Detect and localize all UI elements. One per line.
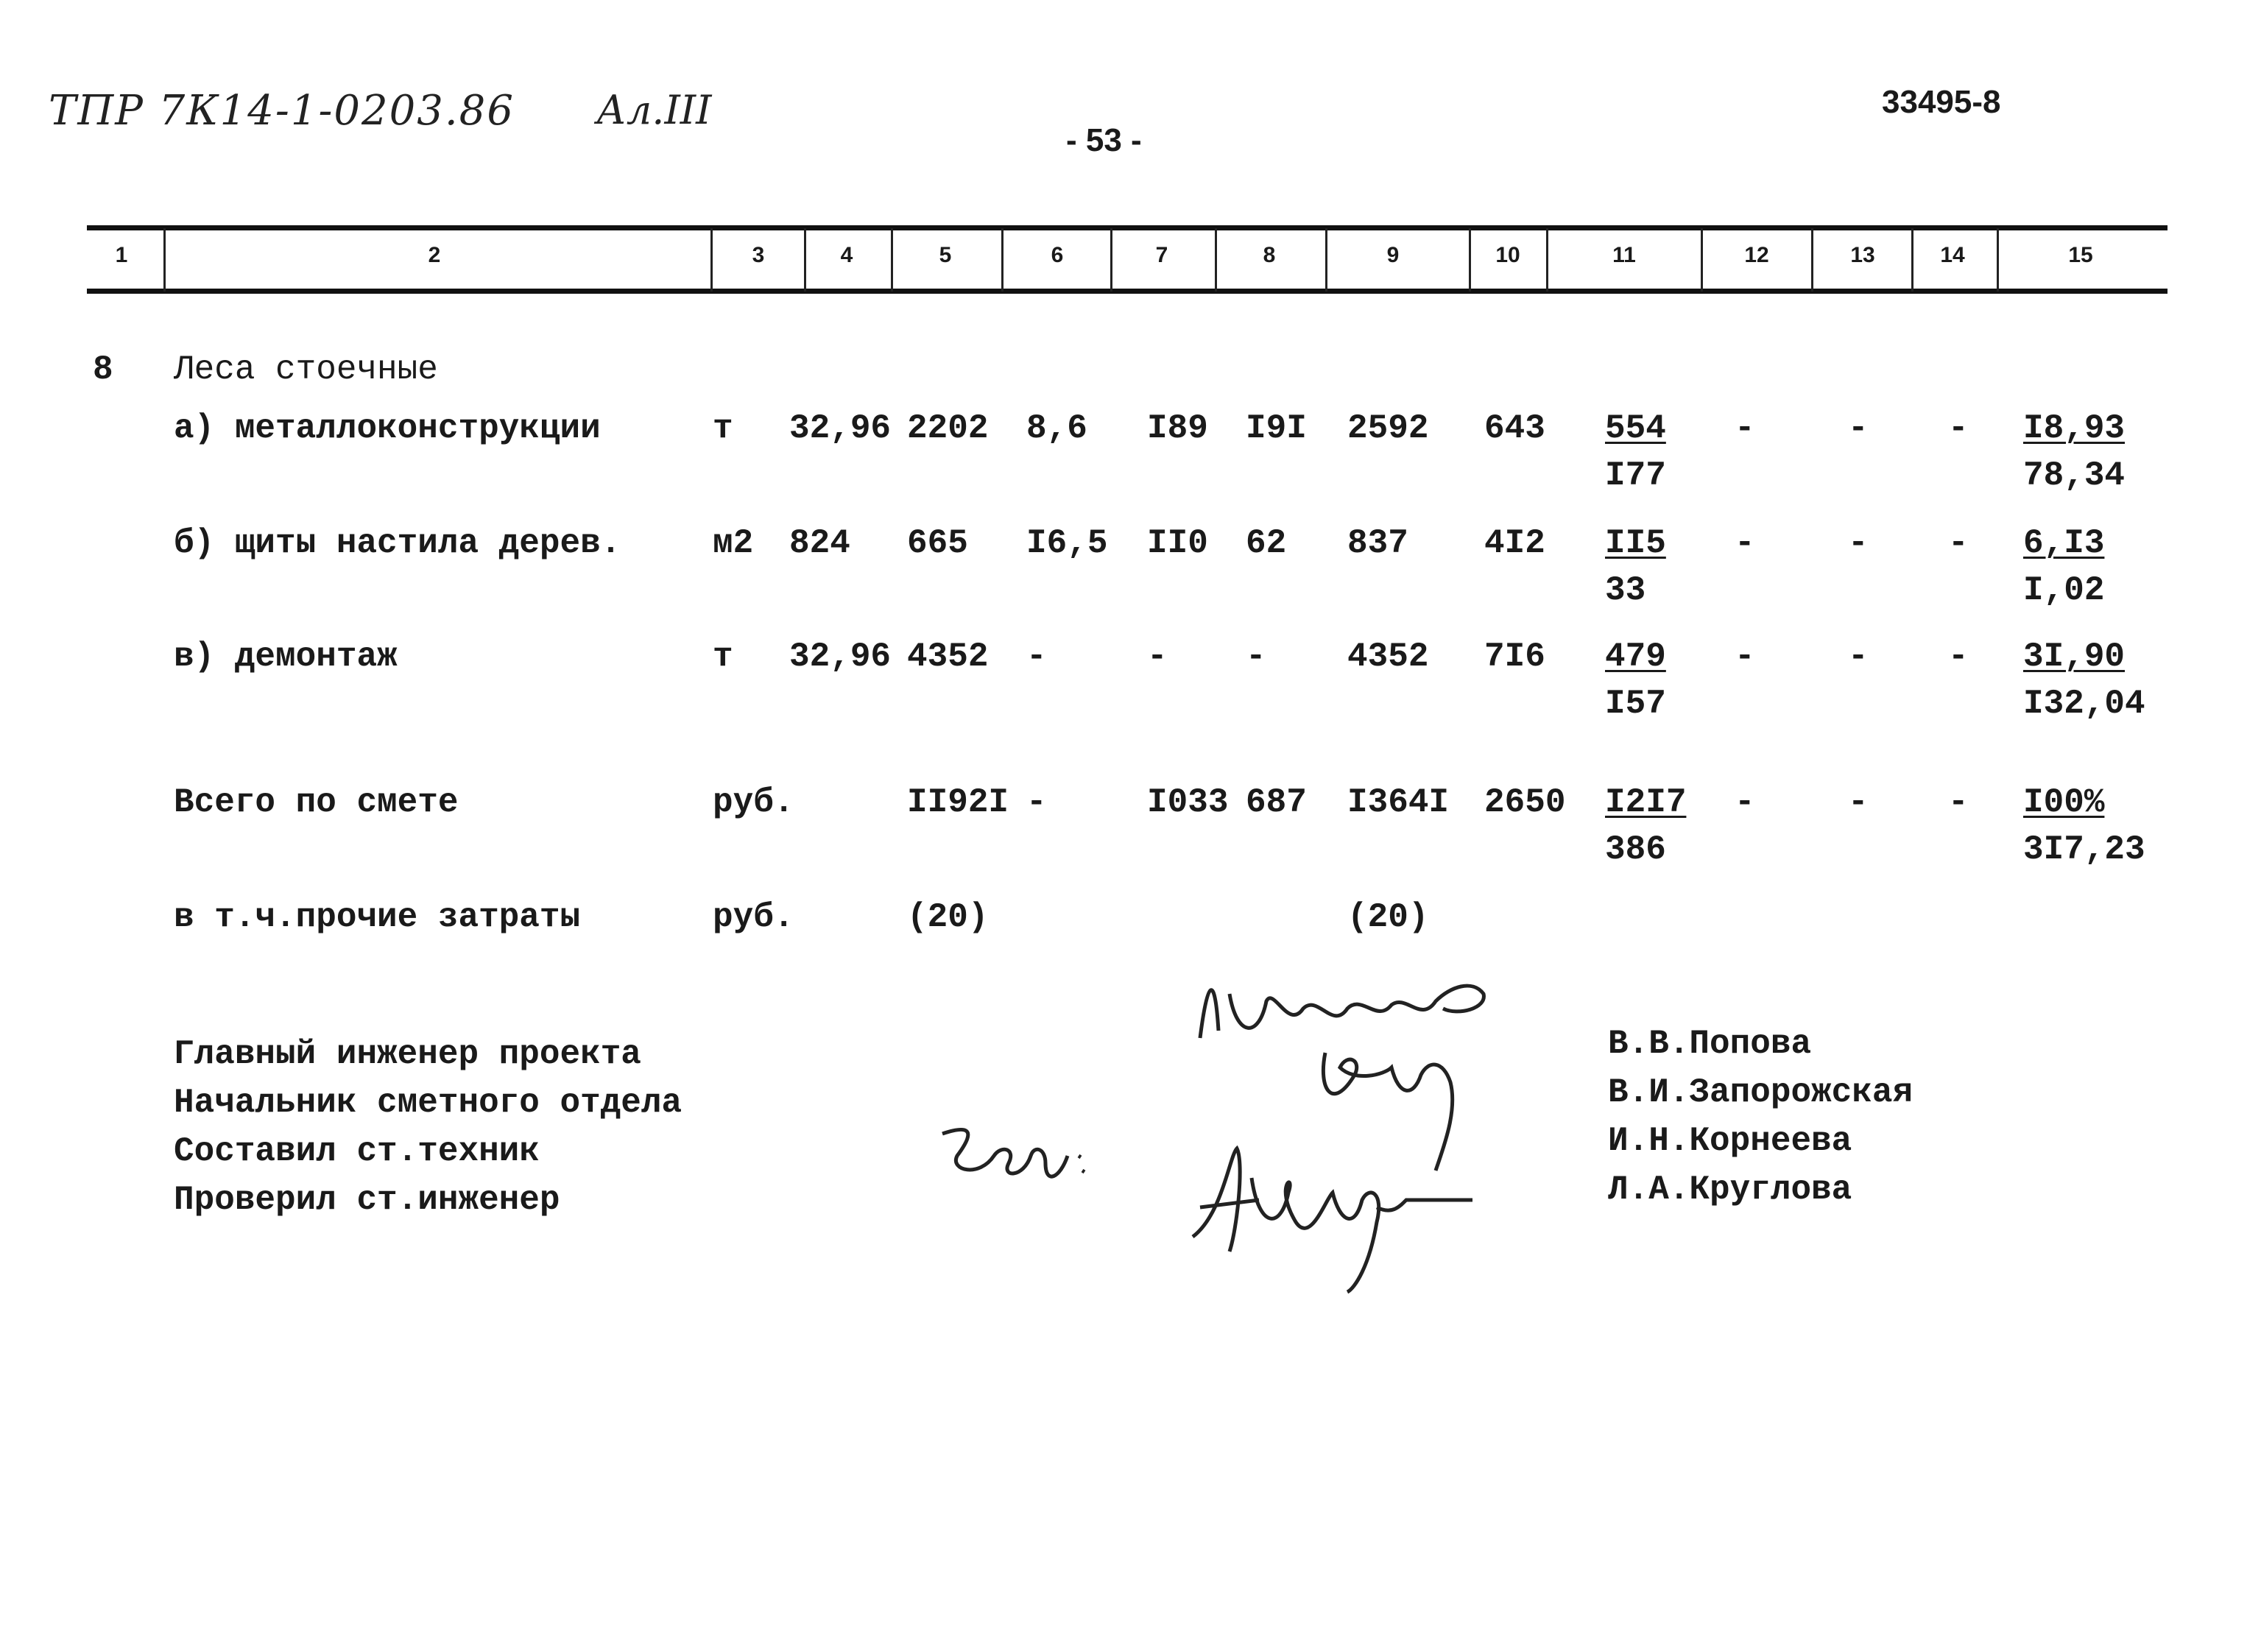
row-cell-c10: 7I6 [1484, 638, 1545, 676]
page-number: - 53 - [1066, 122, 1142, 158]
signature-role: Начальник сметного отдела [174, 1084, 682, 1122]
column-separator [1215, 228, 1217, 292]
column-separator [1546, 228, 1548, 292]
column-separator [1911, 228, 1913, 292]
row-unit: руб. [713, 898, 794, 936]
row-cell-c5: 2202 [907, 409, 989, 448]
row-cell-c4: 32,96 [789, 409, 892, 448]
row-cell-c7: I033 [1147, 783, 1229, 822]
column-number: 15 [2068, 243, 2093, 267]
row-cell-c6: I6,5 [1026, 524, 1108, 562]
column-separator [1001, 228, 1003, 292]
row-cell-c9: 4352 [1347, 638, 1429, 676]
column-number: 2 [428, 243, 441, 267]
column-separator [1997, 228, 1999, 292]
column-separator [891, 228, 893, 292]
row-cell-c10: 4I2 [1484, 524, 1545, 562]
section-number: 8 [93, 350, 113, 389]
row-cell-c5: (20) [907, 898, 989, 936]
row-unit: м2 [713, 524, 754, 562]
signature-kruglova [1178, 1126, 1487, 1296]
table-header-top-rule [87, 225, 2167, 230]
row-cell-c4: 32,96 [789, 638, 892, 676]
row-cell-c9: I364I [1347, 783, 1450, 822]
row-cell-c11-denominator: I57 [1605, 685, 1666, 723]
column-number: 6 [1051, 243, 1064, 267]
row-cell-c7: - [1147, 638, 1168, 676]
row-cell-c13: - [1848, 638, 1869, 676]
signatory-name: В.В.Попова [1608, 1025, 1812, 1063]
row-name: в) демонтаж [174, 638, 398, 676]
column-separator [1811, 228, 1813, 292]
column-number: 7 [1155, 243, 1168, 267]
row-cell-c11-denominator: 33 [1605, 571, 1646, 610]
signature-role: Главный инженер проекта [174, 1035, 641, 1073]
row-cell-c8: 62 [1246, 524, 1287, 562]
row-cell-c6: 8,6 [1026, 409, 1087, 448]
column-number: 10 [1495, 243, 1520, 267]
row-name: Всего по смете [174, 783, 459, 822]
row-cell-c14: - [1948, 409, 1969, 448]
column-separator [1325, 228, 1327, 292]
row-cell-c15-numerator: I00% [2023, 783, 2105, 822]
table-header-bottom-rule [87, 289, 2167, 294]
row-cell-c9: 837 [1347, 524, 1408, 562]
column-separator [804, 228, 806, 292]
row-cell-c13: - [1848, 524, 1869, 562]
row-cell-c5: II92I [907, 783, 1009, 822]
row-cell-c6: - [1026, 783, 1047, 822]
row-cell-c14: - [1948, 524, 1969, 562]
row-cell-c14: - [1948, 783, 1969, 822]
row-cell-c9: (20) [1347, 898, 1429, 936]
row-cell-c8: I9I [1246, 409, 1307, 448]
row-unit: руб. [713, 783, 794, 822]
row-cell-c12: - [1735, 783, 1755, 822]
row-cell-c11-denominator: I77 [1605, 456, 1666, 495]
row-cell-c11-numerator: 554 [1605, 409, 1666, 448]
row-cell-c7: II0 [1147, 524, 1208, 562]
column-separator [710, 228, 713, 292]
row-cell-c7: I89 [1147, 409, 1208, 448]
column-separator [1701, 228, 1703, 292]
section-title: Леса стоечные [174, 350, 438, 389]
column-number: 1 [115, 243, 128, 267]
column-number: 11 [1612, 243, 1636, 267]
row-unit: т [713, 638, 733, 676]
column-number: 9 [1386, 243, 1400, 267]
row-cell-c15-numerator: I8,93 [2023, 409, 2126, 448]
column-number: 13 [1850, 243, 1875, 267]
album-number: Ал.III [596, 87, 712, 133]
row-cell-c5: 665 [907, 524, 968, 562]
row-cell-c15-denominator: I,02 [2023, 571, 2105, 610]
row-cell-c10: 643 [1484, 409, 1545, 448]
column-separator [163, 228, 166, 292]
row-cell-c12: - [1735, 524, 1755, 562]
row-cell-c5: 4352 [907, 638, 989, 676]
row-cell-c11-numerator: 479 [1605, 638, 1666, 676]
signature-role: Проверил ст.инженер [174, 1181, 560, 1219]
column-separator [1110, 228, 1112, 292]
row-cell-c11-numerator: I2I7 [1605, 783, 1687, 822]
signatory-name: И.Н.Корнеева [1608, 1122, 1852, 1160]
signatory-name: Л.А.Круглова [1608, 1171, 1852, 1209]
column-number: 3 [752, 243, 765, 267]
row-cell-c11-denominator: 386 [1605, 830, 1666, 869]
row-name: а) металлоконструкции [174, 409, 601, 448]
signatory-name: В.И.Запорожская [1608, 1073, 1913, 1112]
row-cell-c15-denominator: 3I7,23 [2023, 830, 2145, 869]
row-cell-c11-numerator: II5 [1605, 524, 1666, 562]
row-name: б) щиты настила дерев. [174, 524, 621, 562]
row-cell-c4: 824 [789, 524, 850, 562]
row-cell-c15-numerator: 6,I3 [2023, 524, 2105, 562]
row-cell-c9: 2592 [1347, 409, 1429, 448]
row-cell-c12: - [1735, 409, 1755, 448]
row-cell-c8: - [1246, 638, 1266, 676]
signature-korneeva [935, 1104, 1097, 1207]
row-cell-c13: - [1848, 409, 1869, 448]
column-number: 14 [1940, 243, 1965, 267]
row-name: в т.ч.прочие затраты [174, 898, 581, 936]
row-unit: т [713, 409, 733, 448]
row-cell-c15-denominator: I32,04 [2023, 685, 2145, 723]
column-number: 12 [1744, 243, 1769, 267]
column-number: 4 [840, 243, 853, 267]
row-cell-c15-denominator: 78,34 [2023, 456, 2126, 495]
row-cell-c15-numerator: 3I,90 [2023, 638, 2126, 676]
signature-role: Составил ст.техник [174, 1132, 540, 1171]
row-cell-c13: - [1848, 783, 1869, 822]
document-number: 33495-8 [1882, 84, 2001, 120]
row-cell-c10: 2650 [1484, 783, 1566, 822]
project-code: ТПР 7К14-1-0203.86 [49, 87, 515, 135]
column-number: 5 [939, 243, 952, 267]
column-number: 8 [1263, 243, 1276, 267]
row-cell-c14: - [1948, 638, 1969, 676]
row-cell-c12: - [1735, 638, 1755, 676]
row-cell-c8: 687 [1246, 783, 1307, 822]
column-separator [1469, 228, 1471, 292]
row-cell-c6: - [1026, 638, 1047, 676]
